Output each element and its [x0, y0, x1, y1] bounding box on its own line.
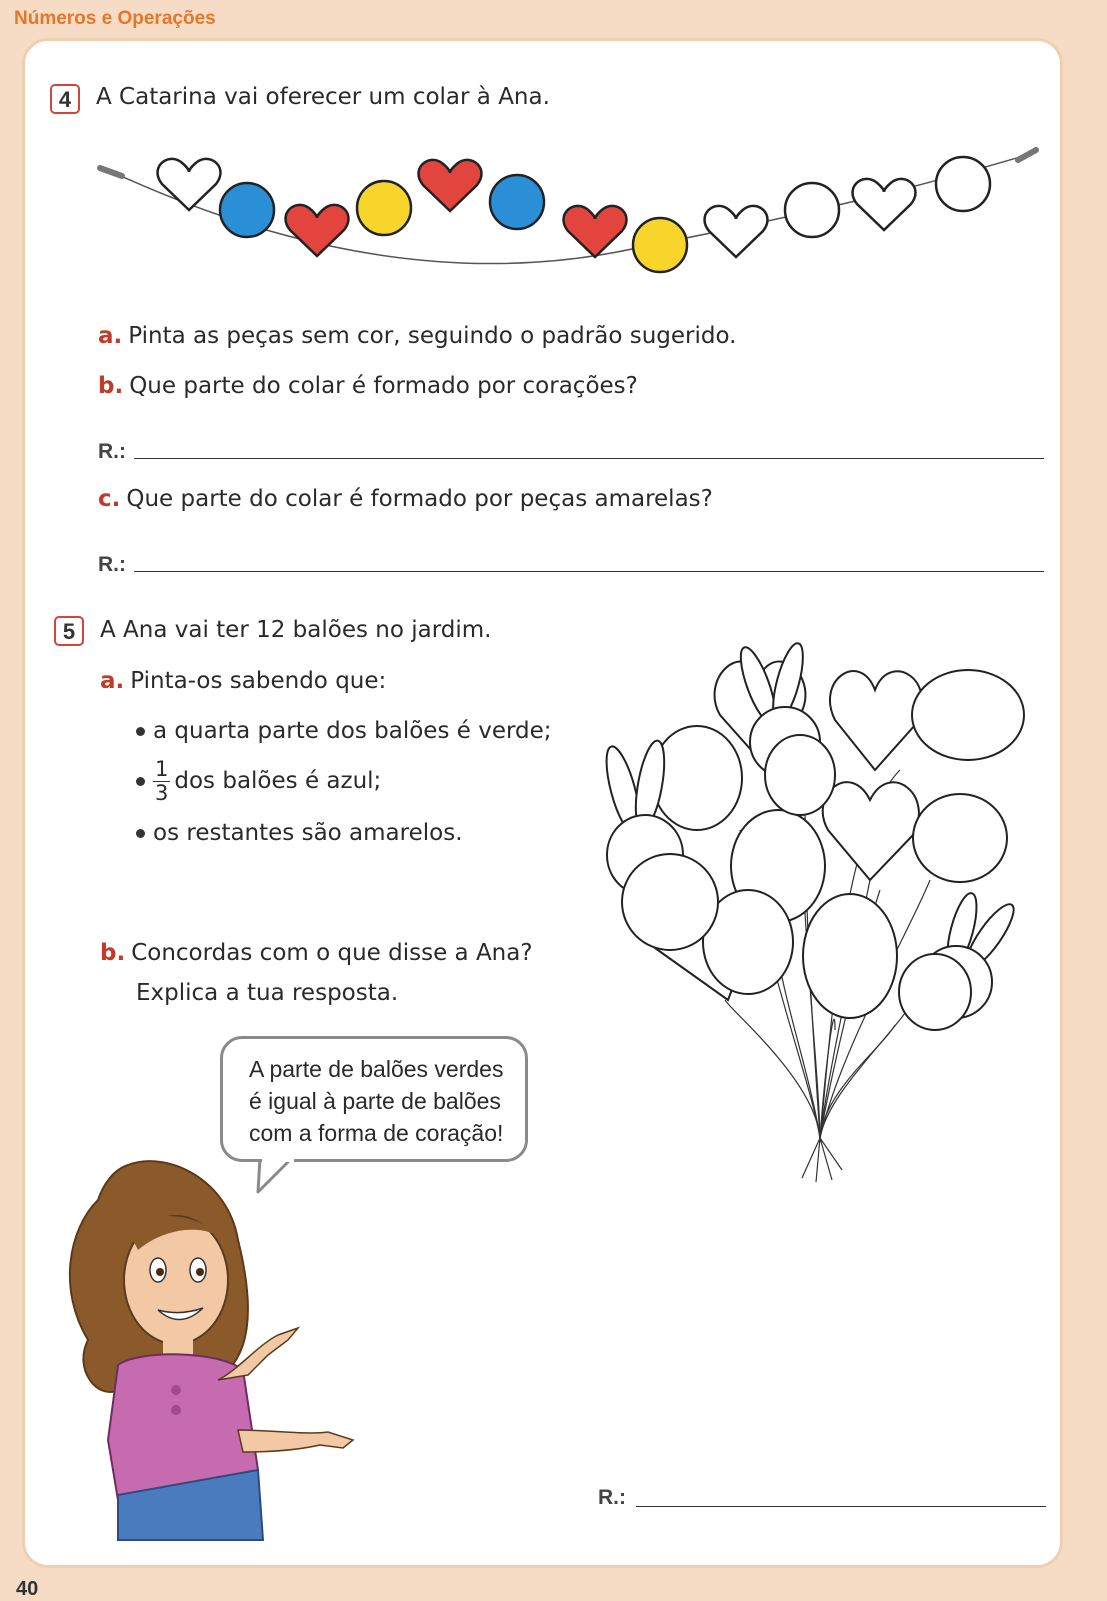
- page-number: 40: [16, 1578, 39, 1600]
- q4-item-c-text: Que parte do colar é formado por peças amarelas?: [126, 486, 713, 512]
- necklace-bead-heart-none[interactable]: [705, 206, 768, 257]
- question-5-number: 5: [54, 616, 84, 646]
- necklace-bead-circle-blue[interactable]: [490, 175, 544, 229]
- bullet-yellow-text: os restantes são amarelos.: [153, 820, 463, 846]
- q4-item-c-label: c.: [98, 486, 121, 512]
- necklace-bead-circle-none[interactable]: [785, 183, 839, 237]
- q4-c-answer-label: R.:: [98, 553, 126, 576]
- fraction-numerator: 1: [155, 757, 169, 781]
- q5-item-a-label: a.: [100, 668, 125, 694]
- round-balloon: [912, 670, 1024, 760]
- necklace-bead-heart-none[interactable]: [158, 159, 221, 210]
- necklace-bead-circle-yellow[interactable]: [357, 181, 411, 235]
- bullet-dot: [136, 829, 145, 838]
- necklace-bead-circle-none[interactable]: [936, 157, 990, 211]
- question-4-number: 4: [50, 84, 80, 114]
- q4-item-a-text: Pinta as peças sem cor, seguindo o padrão sugerido.: [128, 323, 737, 349]
- q5-answer-label: R.:: [598, 1486, 626, 1509]
- q5-item-a: [100, 668, 386, 694]
- q4-item-b-text: Que parte do colar é formado por corações?: [129, 373, 638, 399]
- q4-item-b: [98, 373, 638, 399]
- heart-balloon: [830, 671, 922, 770]
- question-4-prompt: A Catarina vai oferecer um colar à Ana.: [96, 84, 550, 110]
- speech-line-3: com a forma de coração!: [249, 1120, 504, 1146]
- q4-item-a: [98, 323, 736, 349]
- q4-b-answer-line[interactable]: [134, 458, 1044, 459]
- necklace-bead-circle-yellow[interactable]: [633, 218, 687, 272]
- q5-item-a-text: Pinta-os sabendo que:: [130, 668, 387, 694]
- q5-answer-line[interactable]: [636, 1506, 1046, 1507]
- speech-line-1: A parte de balões verdes: [249, 1056, 504, 1082]
- q4-b-answer-label: R.:: [98, 440, 126, 463]
- section-header: Números e Operações: [14, 8, 216, 29]
- bullet-dot: [136, 777, 145, 786]
- bullet-green-text: a quarta parte dos balões é verde;: [153, 718, 552, 744]
- bullet-blue: [136, 758, 381, 805]
- fraction-denominator: 3: [155, 781, 169, 805]
- bullet-dot: [136, 727, 145, 736]
- necklace-bead-heart-none[interactable]: [853, 179, 916, 230]
- bunny-balloon: [899, 890, 1021, 1030]
- q4-c-answer-line[interactable]: [134, 571, 1044, 572]
- bullet-green: [136, 718, 552, 744]
- question-5-prompt: A Ana vai ter 12 balões no jardim.: [100, 617, 492, 643]
- round-balloon: [803, 894, 897, 1018]
- necklace-bead-heart-red[interactable]: [419, 160, 482, 211]
- q5-item-b-line2: Explica a tua resposta.: [136, 980, 399, 1006]
- bullet-yellow: [136, 820, 463, 846]
- round-balloon: [913, 794, 1007, 882]
- q4-item-c: [98, 486, 713, 512]
- speech-line-2: é igual à parte de balões: [249, 1088, 501, 1114]
- q5-item-b: [100, 940, 533, 966]
- necklace-clasp-left: [100, 168, 122, 176]
- q5-item-b-label: b.: [100, 940, 126, 966]
- q4-item-a-label: a.: [98, 323, 123, 349]
- fraction-one-third: [153, 758, 170, 805]
- q5-item-b-line1: Concordas com o que disse a Ana?: [131, 940, 533, 966]
- necklace-bead-heart-red[interactable]: [564, 206, 627, 257]
- girl-ana-illustration: [58, 1140, 388, 1540]
- q4-item-b-label: b.: [98, 373, 124, 399]
- necklace-clasp-right: [1018, 150, 1036, 160]
- balloons-illustration: [580, 630, 1060, 1190]
- heart-balloon: [823, 782, 919, 880]
- round-balloon: [652, 726, 742, 830]
- necklace-bead-circle-blue[interactable]: [220, 183, 274, 237]
- bullet-blue-text: dos balões é azul;: [174, 768, 382, 794]
